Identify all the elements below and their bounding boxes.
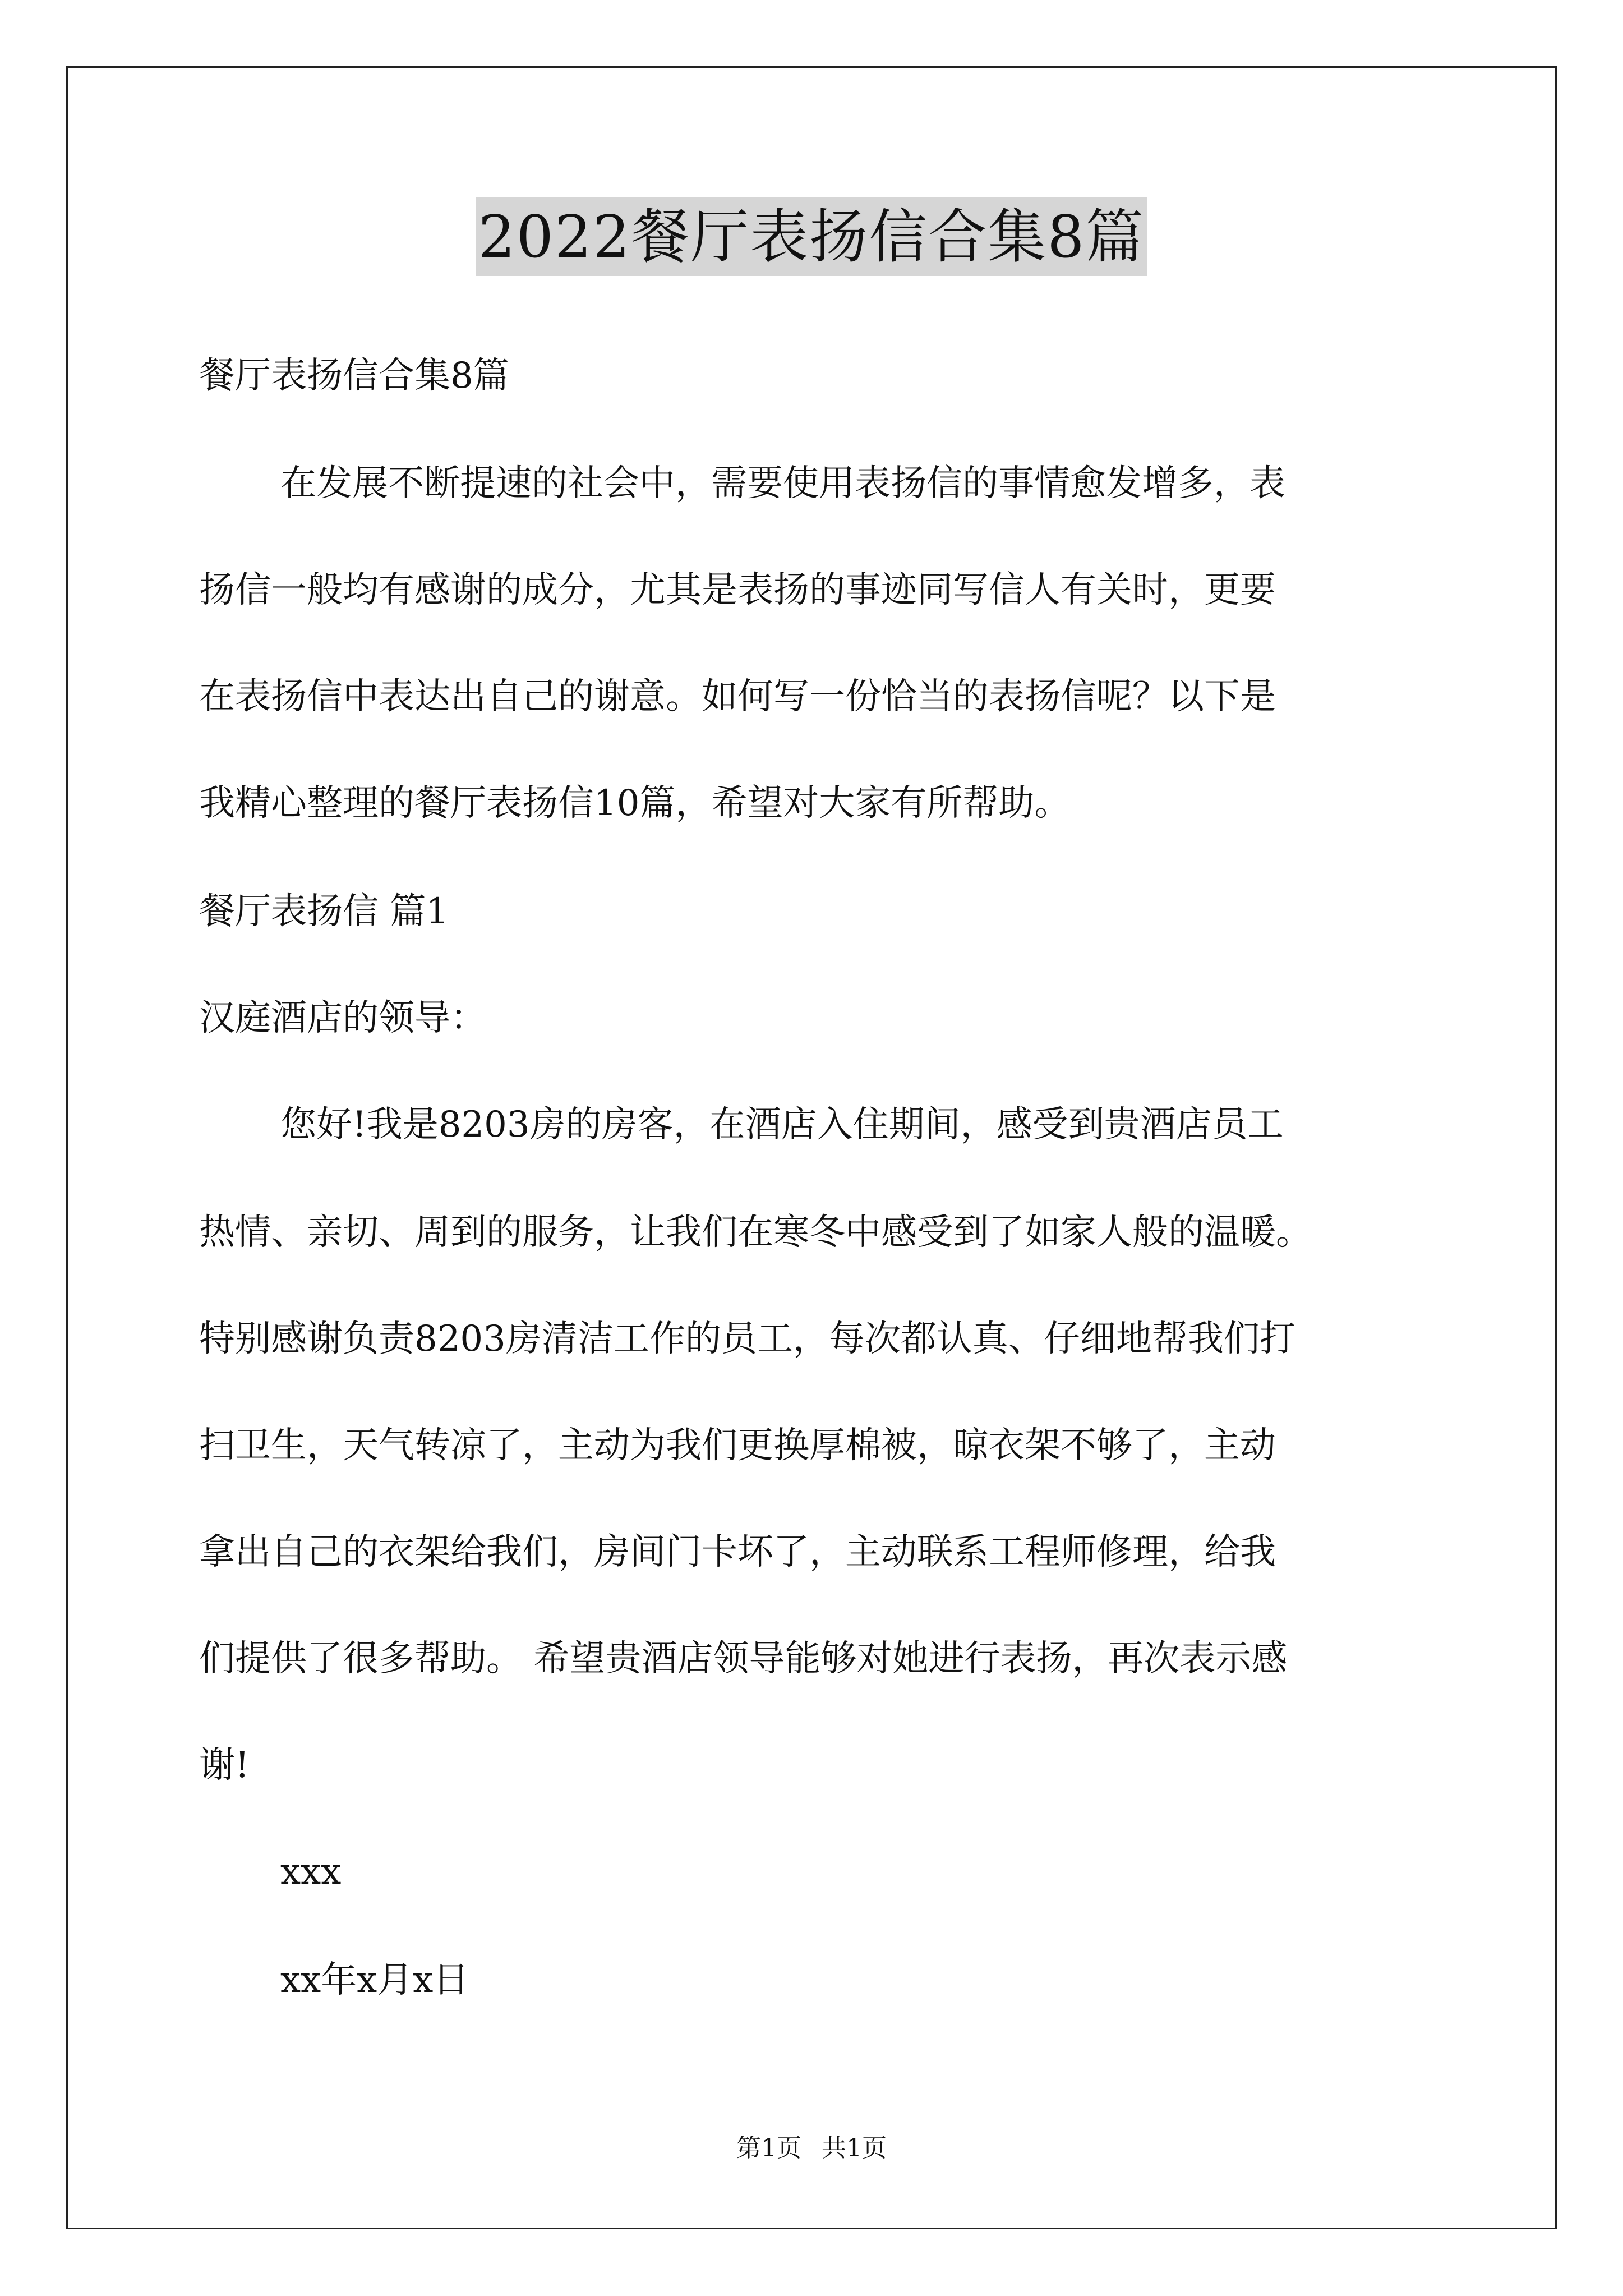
intro-line-1: 在发展不断提速的社会中，需要使用表扬信的事情愈发增多，表 (280, 463, 1285, 504)
intro-line-3: 在表扬信中表达出自己的谢意。如何写一份恰当的表扬信呢？以下是 (199, 676, 1276, 717)
page-total: 共1页 (822, 2134, 887, 2162)
title-container (0, 197, 1623, 276)
intro-line-2: 扬信一般均有感谢的成分，尤其是表扬的事迹同写信人有关时，更要 (199, 569, 1276, 611)
section-heading: 餐厅表扬信 篇1 (199, 891, 449, 932)
letter-body-line-1: 您好!我是8203房的房客，在酒店入住期间，感受到贵酒店员工 (280, 1104, 1284, 1145)
letter-body-line-3: 特别感谢负责8203房清洁工作的员工，每次都认真、仔细地帮我们打 (199, 1318, 1295, 1360)
letter-body-line-2: 热情、亲切、周到的服务，让我们在寒冬中感受到了如家人般的温暖。 (199, 1212, 1312, 1253)
letter-signature: xxx (280, 1851, 342, 1893)
letter-body-line-4: 扫卫生，天气转凉了，主动为我们更换厚棉被，晾衣架不够了，主动 (199, 1425, 1276, 1466)
letter-body-line-6: 们提供了很多帮助。 希望贵酒店领导能够对她进行表扬，再次表示感 (199, 1638, 1288, 1680)
page-number: 第1页 (736, 2134, 801, 2162)
document-title: 2022餐厅表扬信合集8篇 (476, 197, 1147, 276)
letter-salutation: 汉庭酒店的领导： (199, 997, 486, 1039)
letter-body-line-7: 谢! (199, 1745, 250, 1786)
intro-line-4: 我精心整理的餐厅表扬信10篇，希望对大家有所帮助。 (199, 783, 1071, 824)
letter-date: xx年x月x日 (280, 1959, 469, 2001)
letter-body-line-5: 拿出自己的衣架给我们，房间门卡坏了，主动联系工程师修理，给我 (199, 1531, 1276, 1573)
page-footer (0, 2132, 1623, 2165)
subtitle-line: 餐厅表扬信合集8篇 (199, 355, 509, 397)
